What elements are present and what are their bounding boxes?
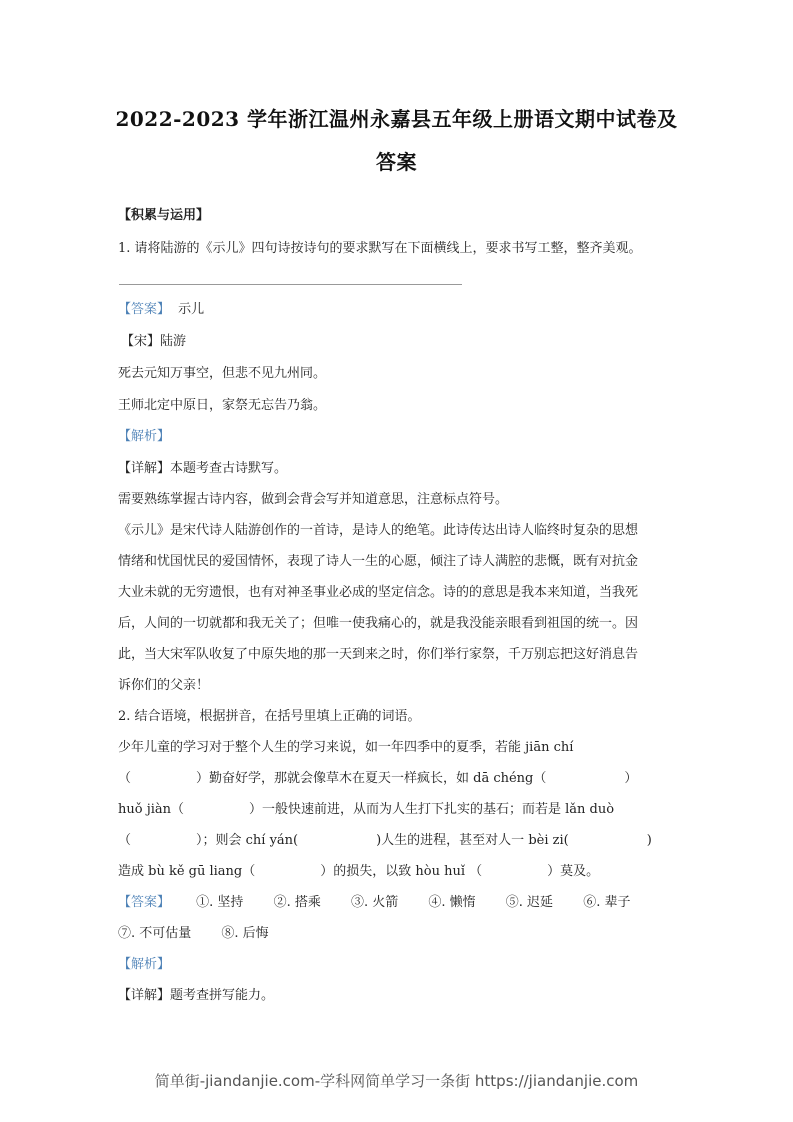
- question-2-prompt: 2. 结合语境，根据拼音，在括号里填上正确的词语。: [118, 709, 421, 724]
- q2-detail-line-1: 【详解】题考查拼写能力。: [118, 988, 275, 1003]
- q1-poem-line-2: 王师北定中原日，家祭无忘告乃翁。: [118, 398, 327, 413]
- q2-answer-row-2: [118, 925, 269, 943]
- q2-passage-line: （ ）勤奋好学，那就会像草木在夏天一样疯长，如 dā chéng（ ）: [118, 771, 638, 786]
- q1-explanation-line: 《示儿》是宋代诗人陆游创作的一首诗，是诗人的绝笔。此诗传达出诗人临终时复杂的思想: [118, 523, 639, 538]
- q2-passage-line: （ ）；则会 chí yán( )人生的进程，甚至对人一 bèi zi( ): [118, 833, 652, 848]
- q1-answer-title: 示儿: [178, 302, 205, 317]
- q1-analysis-label: 【解析】: [118, 429, 171, 444]
- document-title-line2: 答案: [376, 150, 417, 174]
- q1-explanation-line: 情绪和忧国忧民的爱国情怀，表现了诗人一生的心愿，倾注了诗人满腔的悲慨，既有对抗金: [118, 554, 639, 569]
- q1-detail-line-1: 【详解】本题考查古诗默写。: [118, 461, 288, 476]
- q1-answer-row: [118, 301, 204, 319]
- section-heading: 【积累与运用】: [118, 208, 210, 223]
- q2-analysis-label: 【解析】: [118, 957, 171, 972]
- q1-detail-line-2: 需要熟练掌握古诗内容，做到会背会写并知道意思，注意标点符号。: [118, 492, 509, 507]
- q2-answer-label: 【答案】: [118, 895, 171, 910]
- q1-explanation-line: 诉你们的父亲！: [118, 678, 210, 693]
- q2-answer-item: ①. 坚持: [196, 895, 244, 910]
- q2-answer-item: ③. 火箭: [350, 895, 399, 910]
- q1-explanation-line: 此，当大宋军队收复了中原失地的那一天到来之时，你们举行家祭，千万别忘把这好消息告: [118, 647, 639, 662]
- q2-answer-item: ⑤. 迟延: [505, 895, 554, 910]
- q2-answer-item: ⑧. 后悔: [221, 926, 269, 941]
- q1-explanation-line: 后，人间的一切就都和我无关了；但唯一使我痛心的，就是我没能亲眼看到祖国的统一。因: [118, 616, 639, 631]
- question-1-prompt: 1. 请将陆游的《示儿》四句诗按诗句的要求默写在下面横线上，要求书写工整，整齐美观。: [118, 241, 642, 256]
- q2-answer-item: ②. 搭乘: [273, 895, 321, 910]
- q2-passage-line: 少年儿童的学习对于整个人生的学习来说，如一年四季中的夏季，若能 jiān chí: [118, 740, 574, 755]
- document-title-line1: 2022-2023 学年浙江温州永嘉县五年级上册语文期中试卷及: [115, 107, 678, 131]
- q2-answer-row: [118, 894, 630, 912]
- q2-answer-item: ⑦. 不可估量: [118, 926, 192, 941]
- q2-answer-item: ⑥. 辈子: [583, 895, 631, 910]
- q1-answer-label: 【答案】: [118, 302, 171, 317]
- q2-passage-line: huǒ jiàn（ ）一般快速前进，从而为人生打下扎实的基石；而若是 lǎn duò: [118, 802, 615, 817]
- q1-poem-line-1: 死去元知万事空，但悲不见九州同。: [118, 366, 327, 381]
- q2-passage-line: 造成 bù kě gū liang（ ）的损失，以致 hòu huǐ （ ）莫及。: [118, 864, 600, 879]
- q2-answer-item: ④. 懒惰: [428, 895, 476, 910]
- q1-author-line: 【宋】陆游: [121, 334, 187, 349]
- answer-blank-line: [119, 284, 462, 285]
- q1-explanation-line: 大业未就的无穷遗恨，也有对神圣事业必成的坚定信念。诗的的意思是我本来知道，当我死: [118, 585, 639, 600]
- page-footer: 简单街-jiandanjie.com-学科网简单学习一条街 https://jiandanjie.com: [154, 1072, 639, 1090]
